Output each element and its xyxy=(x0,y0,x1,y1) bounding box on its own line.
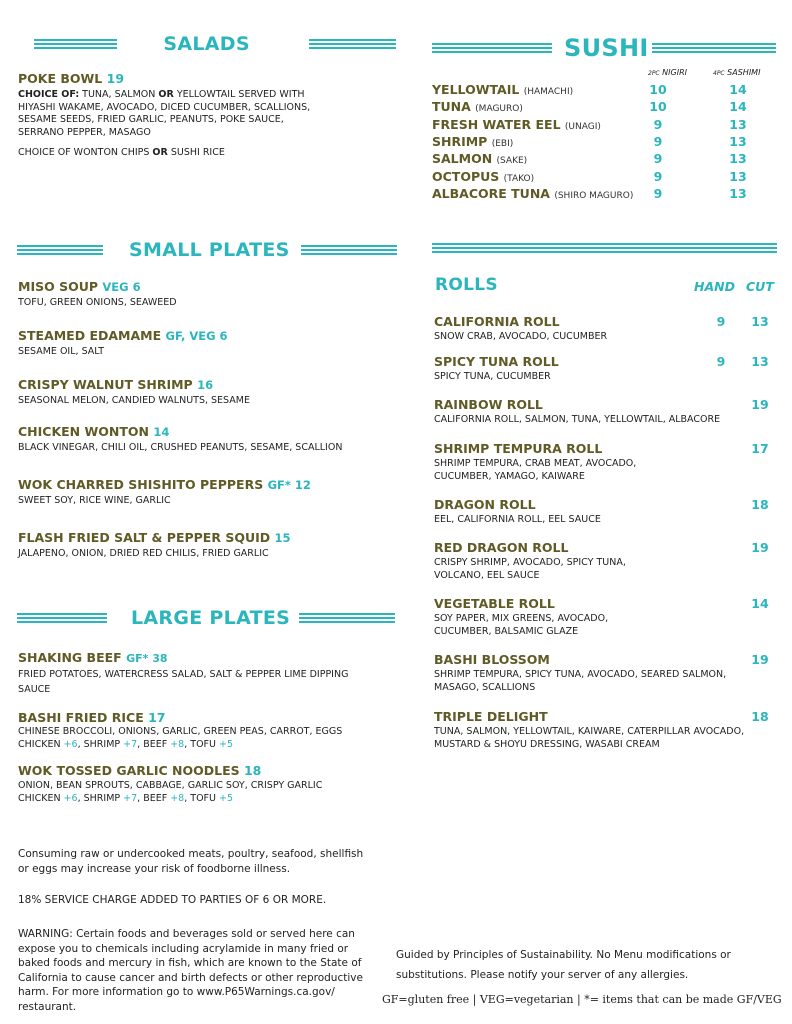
roll-item xyxy=(434,652,774,694)
cut-price: 13 xyxy=(751,354,769,369)
roll-name: SHRIMP TEMPURA ROLL xyxy=(434,441,603,456)
sushi-row xyxy=(432,82,762,99)
item-name: WOK CHARRED SHISHITO PEPPERS GF* 12 xyxy=(18,477,311,492)
sushi-col-nigiri: 2PC NIGIRI xyxy=(648,68,687,77)
sushi-row xyxy=(432,169,762,186)
raw-food-notice: Consuming raw or undercooked meats, poultry, seafood, shellfish or eggs may increase your risk of foodborne illness. xyxy=(18,848,364,875)
roll-item xyxy=(434,497,774,527)
nigiri-price: 9 xyxy=(653,185,663,201)
item-name: CRISPY WALNUT SHRIMP 16 xyxy=(18,377,214,392)
nigiri-price: 9 xyxy=(653,168,663,184)
decor-lines xyxy=(299,613,395,623)
nigiri-price: 9 xyxy=(653,116,663,132)
sushi-name: TUNA (MAGURO) xyxy=(432,99,523,115)
roll-desc: TUNA, SALMON, YELLOWTAIL, KAIWARE, CATERPILLAR AVOCADO, MUSTARD & SHOYU DRESSING, WASABI CREAM xyxy=(434,726,745,750)
roll-item xyxy=(434,314,774,344)
roll-desc: SHRIMP TEMPURA, SPICY TUNA, AVOCADO, SEARED SALMON, MASAGO, SCALLIONS xyxy=(434,669,727,693)
item-desc: CHOICE OF WONTON CHIPS OR SUSHI RICE xyxy=(18,147,225,158)
service-charge-notice: 18% SERVICE CHARGE ADDED TO PARTIES OF 6 OR MORE. xyxy=(18,894,327,906)
roll-item xyxy=(434,596,774,638)
sushi-name: FRESH WATER EEL (UNAGI) xyxy=(432,116,601,132)
fried-rice-item xyxy=(18,710,388,751)
poke-bowl-item xyxy=(18,71,328,160)
sushi-title: SUSHI xyxy=(564,34,649,62)
decor-lines xyxy=(301,245,397,255)
small-plates-header xyxy=(17,239,397,261)
sushi-row xyxy=(432,151,762,168)
cut-price: 17 xyxy=(751,441,769,456)
small-plate-item xyxy=(18,530,388,561)
salads-header xyxy=(34,33,396,55)
salads-title: SALADS xyxy=(163,33,250,55)
sushi-name: SHRIMP (EBI) xyxy=(432,133,514,149)
addon-list: CHICKEN +6, SHRIMP +7, BEEF +8, TOFU +5 xyxy=(18,738,234,750)
decor-lines xyxy=(17,245,103,255)
roll-item xyxy=(434,354,774,384)
shaking-beef-item xyxy=(18,650,388,697)
rolls-col-cut: CUT xyxy=(746,279,774,294)
roll-name: SPICY TUNA ROLL xyxy=(434,354,559,369)
sustainability-note: Guided by Principles of Sustainability. No Menu modifications or substitutions. Please notify your server of any allergies. xyxy=(396,949,731,981)
rolls-divider xyxy=(432,243,777,253)
roll-name: VEGETABLE ROLL xyxy=(434,596,555,611)
decor-lines xyxy=(309,39,396,49)
cut-price: 13 xyxy=(751,314,769,329)
cut-price: 14 xyxy=(751,596,769,611)
large-plates-title: LARGE PLATES xyxy=(131,607,291,629)
sashimi-price: 13 xyxy=(729,168,747,184)
diet-legend: GF=gluten free | VEG=vegetarian | *= items that can be made GF/VEG xyxy=(382,993,782,1006)
sashimi-price: 14 xyxy=(729,99,747,115)
item-desc: CHOICE OF: TUNA, SALMON OR YELLOWTAIL SERVED WITH HIYASHI WAKAME, AVOCADO, DICED CUCUMBER, SCALLIONS, SESAME SEEDS, FRIED GARLIC, PEANUTS, POKE SAUCE, SERRANO PEPPER, MASAGO xyxy=(18,89,311,138)
sushi-row xyxy=(432,134,762,151)
rolls-title: ROLLS xyxy=(435,275,498,295)
small-plate-item xyxy=(18,328,388,359)
small-plate-item xyxy=(18,424,388,455)
decor-lines xyxy=(432,43,552,53)
roll-item xyxy=(434,441,774,483)
prop65-warning: WARNING: Certain foods and beverages sold or served here can expose you to chemicals including acrylamide in many fried or baked foods and mercury in fish, which are known to the State of California to cause cancer and birth defects or other reproductive harm. For more information go to www.P65Warnings.ca.gov/ restaurant. xyxy=(18,928,363,1013)
item-desc: TOFU, GREEN ONIONS, SEAWEED xyxy=(18,297,177,308)
cut-price: 18 xyxy=(751,497,769,512)
roll-name: RAINBOW ROLL xyxy=(434,397,543,412)
item-name: POKE BOWL 19 xyxy=(18,71,125,86)
item-desc: FRIED POTATOES, WATERCRESS SALAD, SALT & PEPPER LIME DIPPING SAUCE xyxy=(18,669,349,695)
item-desc: CHINESE BROCCOLI, ONIONS, GARLIC, GREEN PEAS, CARROT, EGGS xyxy=(18,726,343,737)
roll-desc: CALIFORNIA ROLL, SALMON, TUNA, YELLOWTAIL, ALBACORE xyxy=(434,414,721,425)
sushi-name: ALBACORE TUNA (SHIRO MAGURO) xyxy=(432,185,634,201)
nigiri-price: 10 xyxy=(649,82,667,97)
roll-desc: CRISPY SHRIMP, AVOCADO, SPICY TUNA, VOLCANO, EEL SAUCE xyxy=(434,557,626,581)
sushi-row xyxy=(432,117,762,134)
addon-list: CHICKEN +6, SHRIMP +7, BEEF +8, TOFU +5 xyxy=(18,792,234,804)
item-name: FLASH FRIED SALT & PEPPER SQUID 15 xyxy=(18,530,291,545)
item-name: CHICKEN WONTON 14 xyxy=(18,424,170,439)
sashimi-price: 13 xyxy=(729,116,747,132)
hand-price: 9 xyxy=(716,354,726,369)
small-plate-item xyxy=(18,477,388,508)
roll-item xyxy=(434,709,774,751)
sushi-col-sashimi: 4PC SASHIMI xyxy=(713,68,761,77)
item-desc: SWEET SOY, RICE WINE, GARLIC xyxy=(18,495,171,506)
roll-name: DRAGON ROLL xyxy=(434,497,536,512)
large-plates-header xyxy=(17,607,397,629)
item-desc: SESAME OIL, SALT xyxy=(18,346,105,357)
sashimi-price: 13 xyxy=(729,151,747,167)
item-desc: ONION, BEAN SPROUTS, CABBAGE, GARLIC SOY, CRISPY GARLIC xyxy=(18,780,323,791)
item-name: STEAMED EDAMAME GF, VEG 6 xyxy=(18,328,228,343)
sushi-name: SALMON (SAKE) xyxy=(432,151,528,167)
sushi-header xyxy=(432,34,777,62)
garlic-noodles-item xyxy=(18,763,388,805)
item-desc: JALAPENO, ONION, DRIED RED CHILIS, FRIED GARLIC xyxy=(18,548,269,559)
hand-price: 9 xyxy=(716,314,726,329)
sushi-name: OCTOPUS (TAKO) xyxy=(432,168,535,184)
item-name: WOK TOSSED GARLIC NOODLES 18 xyxy=(18,763,262,778)
decor-lines xyxy=(17,613,107,623)
sushi-row xyxy=(432,99,762,116)
roll-desc: SPICY TUNA, CUCUMBER xyxy=(434,371,551,382)
cut-price: 18 xyxy=(751,709,769,724)
roll-desc: SOY PAPER, MIX GREENS, AVOCADO, CUCUMBER, BALSAMIC GLAZE xyxy=(434,613,609,637)
small-plate-item xyxy=(18,377,388,408)
cut-price: 19 xyxy=(751,397,769,412)
small-plate-item xyxy=(18,279,388,310)
roll-item xyxy=(434,397,774,427)
sashimi-price: 13 xyxy=(729,133,747,149)
item-name: BASHI FRIED RICE 17 xyxy=(18,710,166,725)
small-plates-title: SMALL PLATES xyxy=(129,239,290,261)
decor-lines xyxy=(432,243,777,253)
item-name: MISO SOUP VEG 6 xyxy=(18,279,141,294)
roll-name: BASHI BLOSSOM xyxy=(434,652,550,667)
cut-price: 19 xyxy=(751,540,769,555)
roll-desc: SNOW CRAB, AVOCADO, CUCUMBER xyxy=(434,331,608,342)
roll-name: RED DRAGON ROLL xyxy=(434,540,569,555)
roll-desc: SHRIMP TEMPURA, CRAB MEAT, AVOCADO, CUCUMBER, YAMAGO, KAIWARE xyxy=(434,458,637,482)
decor-lines xyxy=(34,39,117,49)
item-name: SHAKING BEEF GF* 38 xyxy=(18,650,168,665)
roll-desc: EEL, CALIFORNIA ROLL, EEL SAUCE xyxy=(434,514,601,525)
roll-name: CALIFORNIA ROLL xyxy=(434,314,560,329)
roll-name: TRIPLE DELIGHT xyxy=(434,709,548,724)
sushi-row xyxy=(432,186,762,203)
decor-lines xyxy=(652,43,776,53)
sashimi-price: 14 xyxy=(729,82,747,97)
item-desc: SEASONAL MELON, CANDIED WALNUTS, SESAME xyxy=(18,395,250,406)
sushi-name: YELLOWTAIL (HAMACHI) xyxy=(432,82,574,97)
cut-price: 19 xyxy=(751,652,769,667)
nigiri-price: 10 xyxy=(649,99,667,115)
nigiri-price: 9 xyxy=(653,151,663,167)
item-desc: BLACK VINEGAR, CHILI OIL, CRUSHED PEANUTS, SESAME, SCALLION xyxy=(18,442,343,453)
rolls-col-hand: HAND xyxy=(694,279,735,294)
roll-item xyxy=(434,540,774,582)
nigiri-price: 9 xyxy=(653,133,663,149)
sashimi-price: 13 xyxy=(729,185,747,201)
